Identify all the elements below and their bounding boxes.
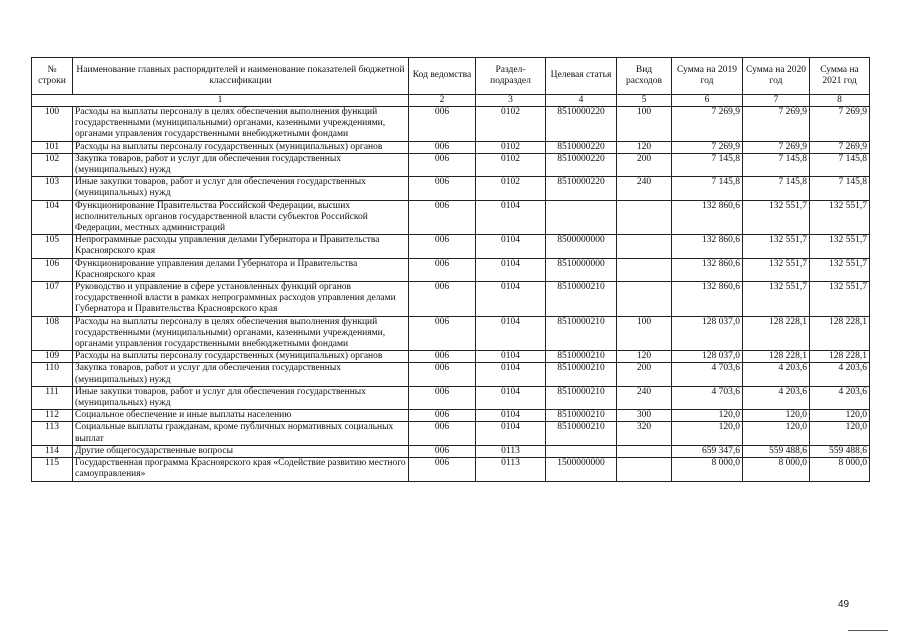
- table-row: [32, 153, 870, 176]
- table-row: [32, 235, 870, 258]
- table-row: [32, 351, 870, 363]
- row-sum-2020: 132 551,7: [743, 282, 810, 317]
- row-name: Государственная программа Красноярского края «Содействие развитию местного самоуправления»: [73, 458, 409, 481]
- row-sum-2021: 132 551,7: [810, 258, 870, 281]
- row-sum-2020: 132 551,7: [743, 258, 810, 281]
- row-target: 8510000210: [546, 282, 617, 317]
- row-section: 0104: [476, 200, 546, 235]
- table-row: [32, 200, 870, 235]
- row-number: 102: [32, 153, 73, 176]
- row-exptype: 120: [617, 141, 672, 153]
- row-sum-2021: 4 203,6: [810, 386, 870, 409]
- row-section: 0102: [476, 153, 546, 176]
- row-sum-2019: 120,0: [672, 422, 743, 445]
- row-code: 006: [409, 445, 476, 457]
- row-code: 006: [409, 235, 476, 258]
- table-row: [32, 445, 870, 457]
- row-name: Функционирование Правительства Российской Федерации, высших исполнительных органов государственной власти субъектов Российской Федерации, местных администраций: [73, 200, 409, 235]
- row-sum-2020: 128 228,1: [743, 316, 810, 351]
- row-code: 006: [409, 363, 476, 386]
- row-sum-2020: 4 203,6: [743, 363, 810, 386]
- header-exptype: Вид расходов: [617, 58, 672, 95]
- row-sum-2020: 7 145,8: [743, 177, 810, 200]
- row-exptype: [617, 458, 672, 481]
- footer-divider: [848, 630, 888, 631]
- row-exptype: 200: [617, 153, 672, 176]
- table-row: [32, 363, 870, 386]
- row-target: [546, 445, 617, 457]
- row-code: 006: [409, 386, 476, 409]
- row-exptype: 320: [617, 422, 672, 445]
- row-sum-2020: 7 145,8: [743, 153, 810, 176]
- row-sum-2021: 7 269,9: [810, 107, 870, 142]
- row-section: 0104: [476, 410, 546, 422]
- table-row: [32, 410, 870, 422]
- row-name: Руководство и управление в сфере установленных функций органов государственной власти в рамках непрограммных расходов управления делами Губернатора и Правительства Красноярского края: [73, 282, 409, 317]
- row-target: [546, 200, 617, 235]
- row-sum-2019: 128 037,0: [672, 316, 743, 351]
- page-number: 49: [838, 599, 850, 610]
- column-number: 4: [546, 95, 617, 107]
- row-name: Социальное обеспечение и иные выплаты населению: [73, 410, 409, 422]
- row-code: 006: [409, 177, 476, 200]
- row-target: 8510000210: [546, 410, 617, 422]
- row-sum-2019: 659 347,6: [672, 445, 743, 457]
- row-sum-2021: 4 203,6: [810, 363, 870, 386]
- column-number: 3: [476, 95, 546, 107]
- row-sum-2021: 120,0: [810, 422, 870, 445]
- row-sum-2019: 128 037,0: [672, 351, 743, 363]
- row-sum-2020: 132 551,7: [743, 200, 810, 235]
- row-code: 006: [409, 458, 476, 481]
- row-name: Иные закупки товаров, работ и услуг для обеспечения государственных (муниципальных) нужд: [73, 177, 409, 200]
- row-section: 0104: [476, 235, 546, 258]
- row-target: 8510000210: [546, 316, 617, 351]
- row-sum-2021: 559 488,6: [810, 445, 870, 457]
- row-section: 0104: [476, 316, 546, 351]
- row-sum-2021: 132 551,7: [810, 235, 870, 258]
- row-code: 006: [409, 153, 476, 176]
- row-sum-2019: 132 860,6: [672, 200, 743, 235]
- row-target: 8510000220: [546, 107, 617, 142]
- row-exptype: 300: [617, 410, 672, 422]
- row-sum-2020: 559 488,6: [743, 445, 810, 457]
- row-name: Иные закупки товаров, работ и услуг для обеспечения государственных (муниципальных) нужд: [73, 386, 409, 409]
- row-exptype: 100: [617, 316, 672, 351]
- header-target: Целевая статья: [546, 58, 617, 95]
- row-target: 8500000000: [546, 235, 617, 258]
- row-target: 8510000210: [546, 422, 617, 445]
- row-name: Социальные выплаты гражданам, кроме публичных нормативных социальных выплат: [73, 422, 409, 445]
- row-target: 8510000220: [546, 141, 617, 153]
- row-sum-2019: 7 145,8: [672, 153, 743, 176]
- row-section: 0102: [476, 107, 546, 142]
- row-exptype: 120: [617, 351, 672, 363]
- row-name: Закупка товаров, работ и услуг для обеспечения государственных (муниципальных) нужд: [73, 363, 409, 386]
- row-sum-2021: 132 551,7: [810, 200, 870, 235]
- row-number: 106: [32, 258, 73, 281]
- row-code: 006: [409, 200, 476, 235]
- row-sum-2021: 8 000,0: [810, 458, 870, 481]
- row-exptype: 200: [617, 363, 672, 386]
- header-section: Раздел-подраздел: [476, 58, 546, 95]
- row-sum-2021: 120,0: [810, 410, 870, 422]
- column-number: 7: [743, 95, 810, 107]
- row-number: 108: [32, 316, 73, 351]
- header-num: № строки: [32, 58, 73, 95]
- row-name: Функционирование управления делами Губернатора и Правительства Красноярского края: [73, 258, 409, 281]
- row-code: 006: [409, 258, 476, 281]
- table-row: [32, 386, 870, 409]
- row-name: Расходы на выплаты персоналу в целях обеспечения выполнения функций государственными (муниципальными) органами, казенными учреждениями, органами управления государственными внебюджетными фондами: [73, 316, 409, 351]
- table-row: [32, 282, 870, 317]
- table-body: [32, 107, 870, 482]
- row-sum-2020: 8 000,0: [743, 458, 810, 481]
- row-code: 006: [409, 107, 476, 142]
- row-sum-2019: 132 860,6: [672, 235, 743, 258]
- row-sum-2019: 7 269,9: [672, 107, 743, 142]
- row-name: Расходы на выплаты персоналу в целях обеспечения выполнения функций государственными (муниципальными) органами, казенными учреждениями, органами управления государственными внебюджетными фондами: [73, 107, 409, 142]
- row-section: 0104: [476, 282, 546, 317]
- row-section: 0113: [476, 445, 546, 457]
- budget-table: [31, 57, 870, 482]
- row-exptype: [617, 258, 672, 281]
- row-number: 107: [32, 282, 73, 317]
- row-sum-2021: 7 269,9: [810, 141, 870, 153]
- row-number: 104: [32, 200, 73, 235]
- row-number: 112: [32, 410, 73, 422]
- row-number: 109: [32, 351, 73, 363]
- row-sum-2019: 4 703,6: [672, 363, 743, 386]
- row-section: 0104: [476, 351, 546, 363]
- row-exptype: [617, 235, 672, 258]
- column-number: 2: [409, 95, 476, 107]
- row-sum-2020: 120,0: [743, 422, 810, 445]
- row-sum-2019: 4 703,6: [672, 386, 743, 409]
- table-row: [32, 177, 870, 200]
- row-sum-2019: 132 860,6: [672, 282, 743, 317]
- row-target: 8510000220: [546, 153, 617, 176]
- row-code: 006: [409, 282, 476, 317]
- row-name: Расходы на выплаты персоналу государственных (муниципальных) органов: [73, 351, 409, 363]
- header-2021: Сумма на 2021 год: [810, 58, 870, 95]
- column-number: 1: [32, 95, 409, 107]
- column-number: 5: [617, 95, 672, 107]
- row-sum-2019: 7 145,8: [672, 177, 743, 200]
- row-sum-2019: 132 860,6: [672, 258, 743, 281]
- row-code: 006: [409, 422, 476, 445]
- column-number-row: [32, 95, 870, 107]
- row-target: 8510000210: [546, 386, 617, 409]
- row-sum-2020: 132 551,7: [743, 235, 810, 258]
- row-sum-2021: 132 551,7: [810, 282, 870, 317]
- table-row: [32, 458, 870, 481]
- row-number: 103: [32, 177, 73, 200]
- row-sum-2019: 7 269,9: [672, 141, 743, 153]
- column-number: 6: [672, 95, 743, 107]
- row-target: 1500000000: [546, 458, 617, 481]
- row-sum-2019: 8 000,0: [672, 458, 743, 481]
- row-target: 8510000000: [546, 258, 617, 281]
- row-sum-2020: 120,0: [743, 410, 810, 422]
- header-name: Наименование главных распорядителей и наименование показателей бюджетной классификации: [73, 58, 409, 95]
- row-target: 8510000210: [546, 351, 617, 363]
- row-exptype: 100: [617, 107, 672, 142]
- row-sum-2020: 128 228,1: [743, 351, 810, 363]
- row-section: 0104: [476, 386, 546, 409]
- column-number: 8: [810, 95, 870, 107]
- row-name: Другие общегосударственные вопросы: [73, 445, 409, 457]
- row-target: 8510000220: [546, 177, 617, 200]
- row-code: 006: [409, 351, 476, 363]
- row-exptype: [617, 200, 672, 235]
- row-number: 113: [32, 422, 73, 445]
- row-sum-2020: 7 269,9: [743, 141, 810, 153]
- row-name: Закупка товаров, работ и услуг для обеспечения государственных (муниципальных) нужд: [73, 153, 409, 176]
- table-row: [32, 422, 870, 445]
- table-row: [32, 107, 870, 142]
- row-number: 111: [32, 386, 73, 409]
- row-code: 006: [409, 141, 476, 153]
- table-row: [32, 258, 870, 281]
- budget-document: [31, 57, 870, 482]
- row-code: 006: [409, 410, 476, 422]
- row-number: 101: [32, 141, 73, 153]
- row-sum-2020: 7 269,9: [743, 107, 810, 142]
- row-section: 0113: [476, 458, 546, 481]
- row-name: Расходы на выплаты персоналу государственных (муниципальных) органов: [73, 141, 409, 153]
- row-section: 0102: [476, 141, 546, 153]
- row-section: 0104: [476, 258, 546, 281]
- row-section: 0104: [476, 363, 546, 386]
- row-number: 100: [32, 107, 73, 142]
- header-2020: Сумма на 2020 год: [743, 58, 810, 95]
- row-number: 110: [32, 363, 73, 386]
- row-code: 006: [409, 316, 476, 351]
- row-exptype: [617, 282, 672, 317]
- row-exptype: 240: [617, 177, 672, 200]
- row-sum-2021: 7 145,8: [810, 177, 870, 200]
- row-sum-2021: 7 145,8: [810, 153, 870, 176]
- header-code: Код ведомства: [409, 58, 476, 95]
- table-row: [32, 316, 870, 351]
- row-sum-2019: 120,0: [672, 410, 743, 422]
- header-2019: Сумма на 2019 год: [672, 58, 743, 95]
- row-number: 114: [32, 445, 73, 457]
- row-section: 0102: [476, 177, 546, 200]
- row-exptype: [617, 445, 672, 457]
- row-sum-2021: 128 228,1: [810, 351, 870, 363]
- row-sum-2021: 128 228,1: [810, 316, 870, 351]
- row-number: 105: [32, 235, 73, 258]
- row-target: 8510000210: [546, 363, 617, 386]
- row-section: 0104: [476, 422, 546, 445]
- header-row: [32, 58, 870, 95]
- row-exptype: 240: [617, 386, 672, 409]
- table-row: [32, 141, 870, 153]
- row-name: Непрограммные расходы управления делами Губернатора и Правительства Красноярского края: [73, 235, 409, 258]
- row-sum-2020: 4 203,6: [743, 386, 810, 409]
- row-number: 115: [32, 458, 73, 481]
